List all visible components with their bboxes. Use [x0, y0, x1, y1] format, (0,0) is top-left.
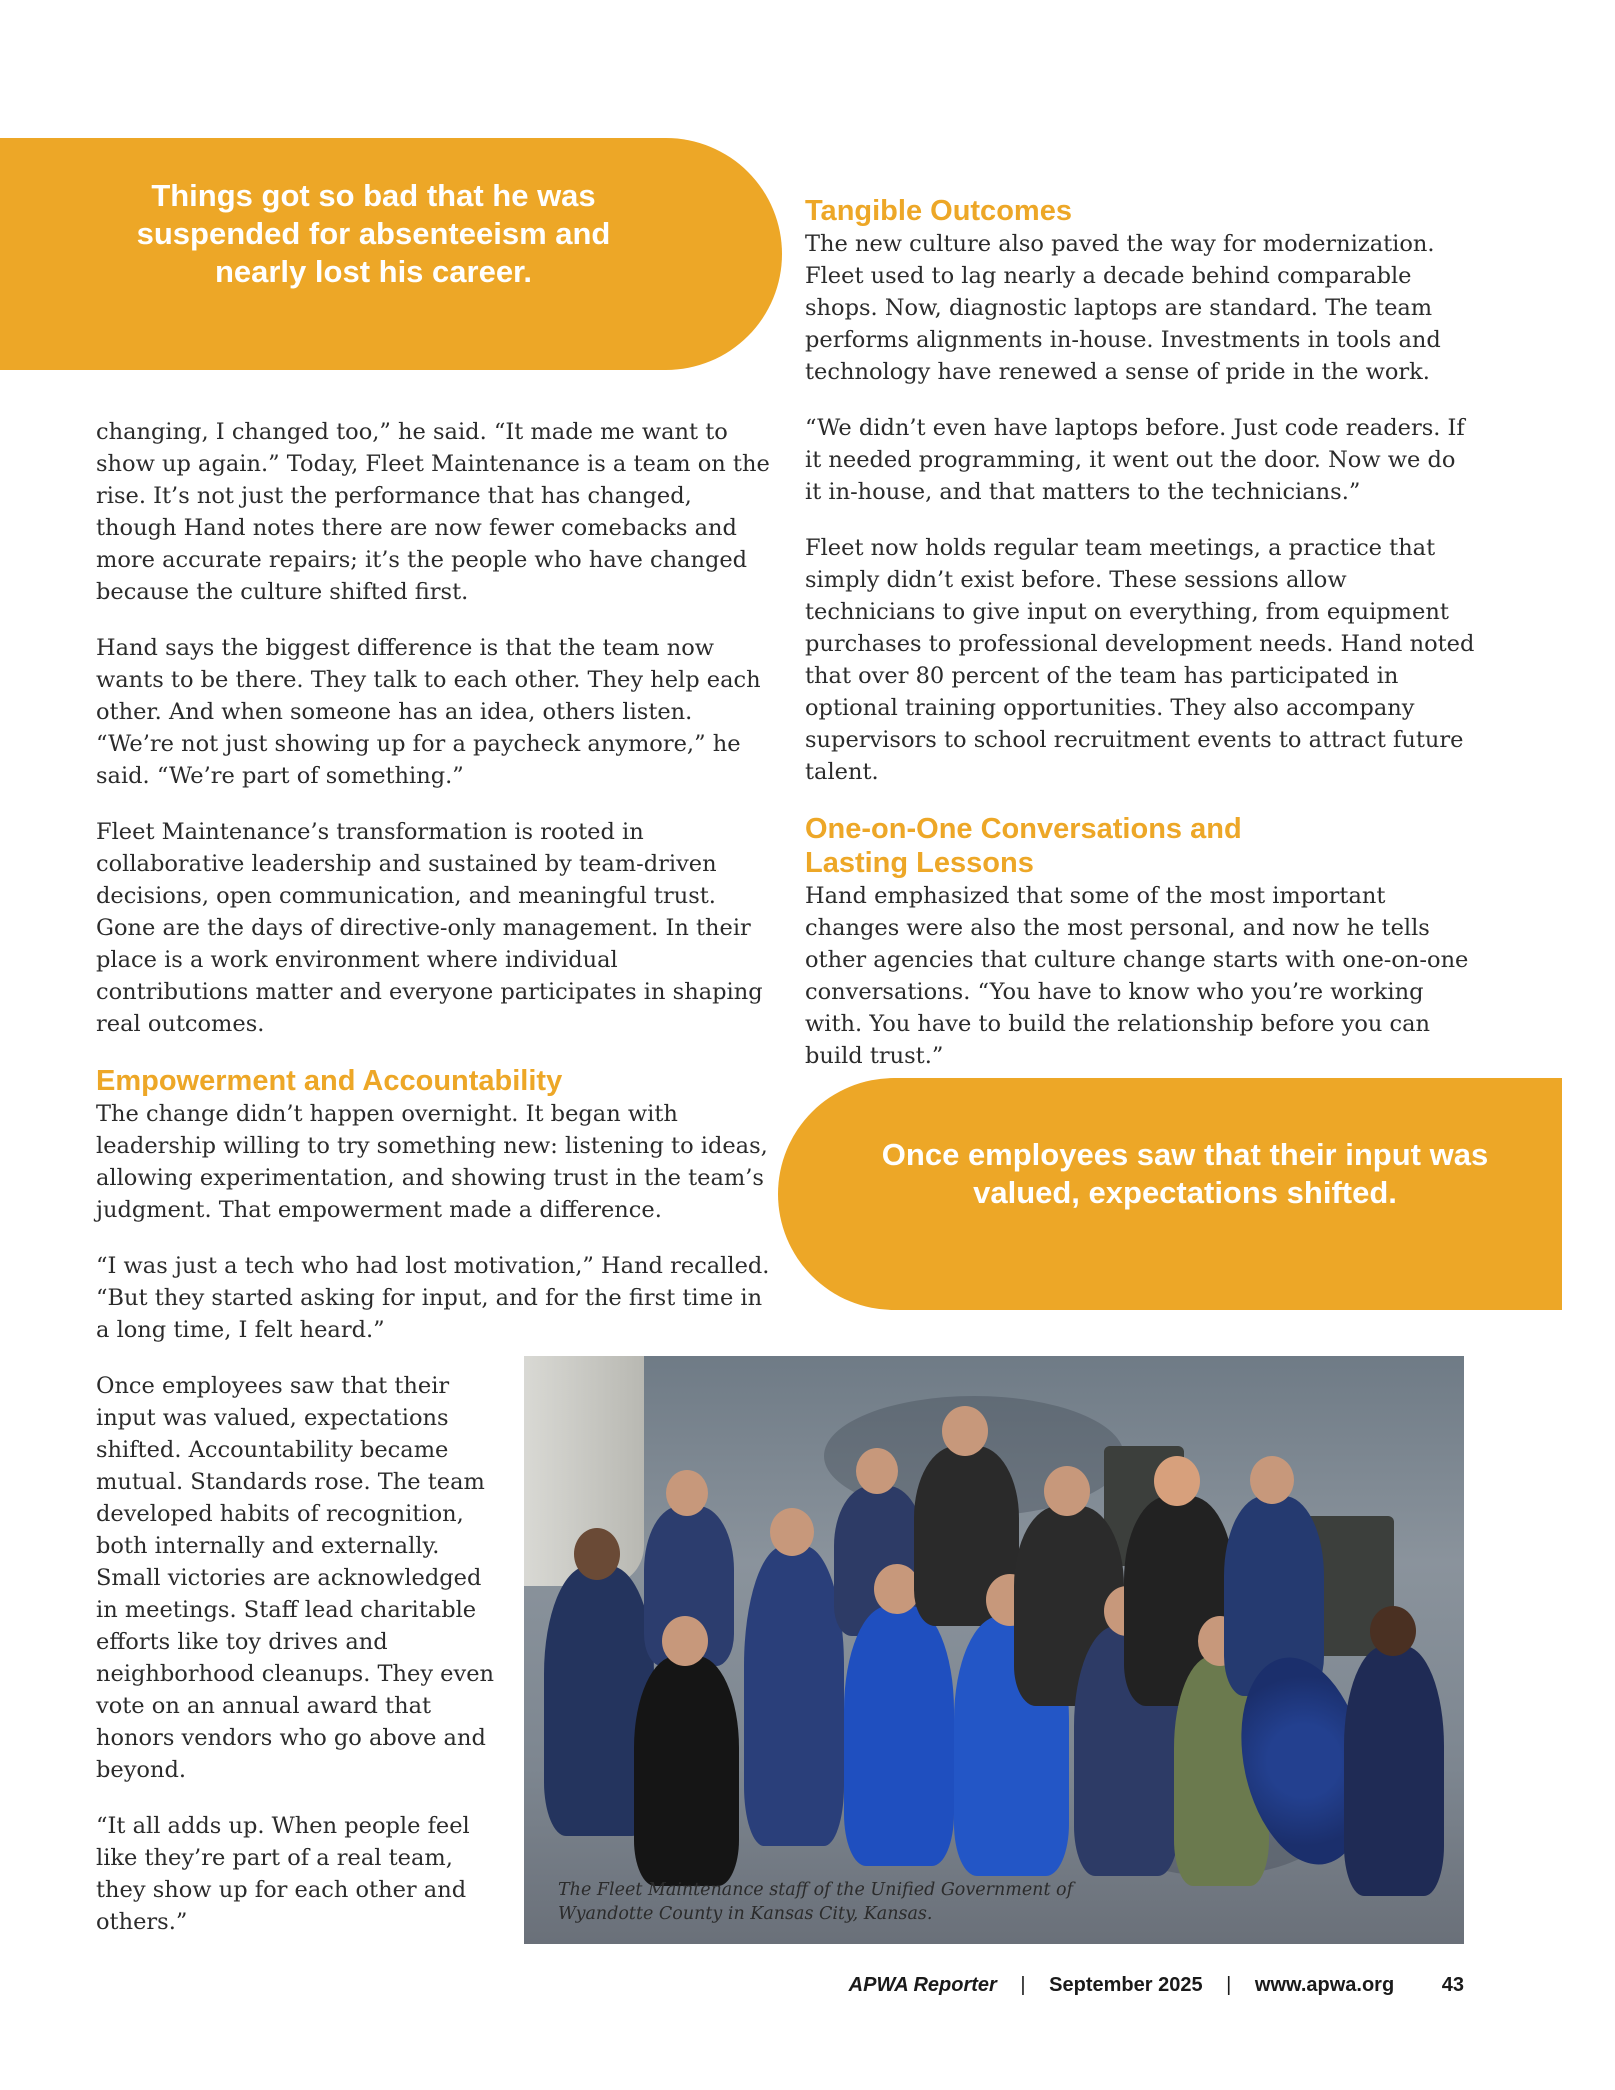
person-head: [574, 1528, 620, 1580]
pull-quote-bottom-text: Once employees saw that their input was valued, expectations shifted.: [881, 1137, 1489, 1210]
left-column-narrow: [96, 1370, 496, 1962]
left-column: [96, 416, 776, 1370]
heading-line: Lasting Lessons: [805, 847, 1034, 879]
page-footer: [700, 1974, 1464, 1997]
footer-publication: APWA Reporter: [848, 1974, 997, 1996]
paragraph: Fleet now holds regular team meetings, a practice that simply didn’t exist before. These sessions allow technicians to give input on everything, from equipment purchases to professional development needs. Hand noted that over 80 percent of the team has participated in optional training opportunities. They also accompany supervisors to school recruitment events to attract future talent.: [805, 535, 1475, 785]
person: [1344, 1646, 1444, 1896]
paragraph: The change didn’t happen overnight. It began with leadership willing to try something new: listening to ideas, allowing experimentation, and showing trust in the team’s judgment. That empowerment made a difference.: [96, 1101, 768, 1223]
footer-issue: September 2025: [1049, 1974, 1203, 1996]
right-column: [805, 194, 1475, 1096]
photo-caption: [558, 1878, 1118, 1926]
person-head: [666, 1470, 708, 1516]
footer-separator: |: [1020, 1974, 1026, 1996]
person: [844, 1606, 954, 1866]
footer-website[interactable]: www.apwa.org: [1254, 1974, 1395, 1996]
person-head: [770, 1508, 814, 1556]
pull-quote-top-text: Things got so bad that he was suspended for absenteeism and nearly lost his career.: [136, 178, 611, 289]
person-head: [1370, 1606, 1416, 1656]
heading-line: One-on-One Conversations and: [805, 813, 1242, 845]
person-head: [1044, 1466, 1090, 1516]
paragraph: changing, I changed too,” he said. “It made me want to show up again.” Today, Fleet Maintenance is a team on the rise. It’s not just the performance that has changed, though Hand notes there are now fewer comebacks and more accurate repairs; it’s the people who have changed because the culture shifted first.: [96, 419, 770, 605]
paragraph: “I was just a tech who had lost motivation,” Hand recalled. “But they started asking for input, and for the first time in a long time, I felt heard.”: [96, 1253, 770, 1343]
footer-separator: |: [1226, 1974, 1232, 1996]
paragraph: Once employees saw that their input was valued, expectations shifted. Accountability became mutual. Standards rose. The team developed habits of recognition, both internally and externally. Small victories are acknowledged in meetings. Staff lead charitable efforts like toy drives and neighborhood cleanups. They even vote on an annual award that honors vendors who go above and beyond.: [96, 1373, 495, 1783]
person-head: [1154, 1456, 1200, 1506]
heading-one-on-one: [805, 812, 1475, 880]
team-photo: [524, 1356, 1464, 1944]
caption-line: Wyandotte County in Kansas City, Kansas.: [558, 1904, 933, 1924]
paragraph: Fleet Maintenance’s transformation is rooted in collaborative leadership and sustained by team-driven decisions, open communication, and meaningful trust. Gone are the days of directive-only management. In their place is a work environment where individual contributions matter and everyone participates in shaping real outcomes.: [96, 819, 763, 1037]
paragraph: The new culture also paved the way for modernization. Fleet used to lag nearly a decade behind comparable shops. Now, diagnostic laptops are standard. The team performs alignments in-house. Investments in tools and technology have renewed a sense of pride in the work.: [805, 231, 1441, 385]
heading-tangible-outcomes: Tangible Outcomes: [805, 195, 1072, 227]
caption-line: The Fleet Maintenance staff of the Unified Government of: [558, 1880, 1074, 1900]
person-head: [942, 1406, 988, 1456]
paragraph: Hand says the biggest difference is that the team now wants to be there. They talk to each other. They help each other. And when someone has an idea, others listen. “We’re not just showing up for a paycheck anymore,” he said. “We’re part of something.”: [96, 635, 761, 789]
staff-group: [544, 1426, 1324, 1896]
person-head: [662, 1616, 708, 1666]
person-head: [1250, 1456, 1294, 1504]
paragraph: “We didn’t even have laptops before. Just code readers. If it needed programming, it went out the door. Now we do it in-house, and that matters to the technicians.”: [805, 415, 1465, 505]
pull-quote-bottom: [778, 1078, 1562, 1310]
page-number: 43: [1441, 1974, 1464, 1996]
paragraph: Hand emphasized that some of the most important changes were also the most personal, and now he tells other agencies that culture change starts with one-on-one conversations. “You have to know who you’re working with. You have to build the relationship before you can build trust.”: [805, 883, 1469, 1069]
paragraph: “It all adds up. When people feel like they’re part of a real team, they show up for each other and others.”: [96, 1813, 470, 1935]
person-head: [856, 1448, 898, 1494]
pull-quote-top: [0, 138, 782, 370]
person: [744, 1546, 844, 1846]
person: [634, 1656, 739, 1886]
heading-empowerment: Empowerment and Accountability: [96, 1065, 563, 1097]
